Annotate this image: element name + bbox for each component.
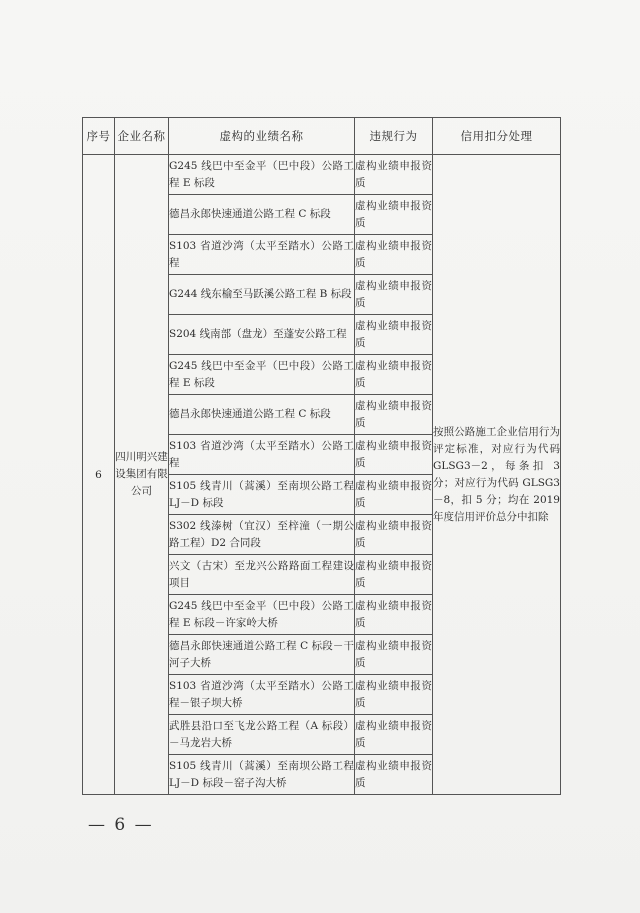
header-credit-penalty: 信用扣分处理 <box>433 118 561 155</box>
fictitious-work-cell: S103 省道沙湾（太平至踏水）公路工程 <box>169 435 355 475</box>
header-enterprise-name: 企业名称 <box>115 118 169 155</box>
fictitious-work-cell: S105 线青川（蒿溪）至南坝公路工程 LJ－D 标段－窑子沟大桥 <box>169 755 355 795</box>
fictitious-work-cell: G245 线巴中至金平（巴中段）公路工程 E 标段－许家岭大桥 <box>169 595 355 635</box>
header-violation: 违规行为 <box>355 118 433 155</box>
fictitious-work-cell: 德昌永郎快速通道公路工程 C 标段 <box>169 195 355 235</box>
violation-cell: 虚构业绩申报资质 <box>355 355 433 395</box>
fictitious-work-cell: S103 省道沙湾（太平至踏水）公路工程 <box>169 235 355 275</box>
header-serial-no: 序号 <box>83 118 115 155</box>
fictitious-work-cell: S105 线青川（蒿溪）至南坝公路工程 LJ－D 标段 <box>169 475 355 515</box>
violation-cell: 虚构业绩申报资质 <box>355 595 433 635</box>
fictitious-work-cell: 兴文（古宋）至龙兴公路路面工程建设项目 <box>169 555 355 595</box>
table-body <box>83 155 561 795</box>
violation-cell: 虚构业绩申报资质 <box>355 755 433 795</box>
violation-cell: 虚构业绩申报资质 <box>355 715 433 755</box>
violation-cell: 虚构业绩申报资质 <box>355 155 433 195</box>
serial-no-cell: 6 <box>83 155 115 795</box>
violation-cell: 虚构业绩申报资质 <box>355 395 433 435</box>
violation-cell: 虚构业绩申报资质 <box>355 515 433 555</box>
fictitious-work-cell: S103 省道沙湾（太平至踏水）公路工程－银子坝大桥 <box>169 675 355 715</box>
fictitious-work-cell: S302 线溙树（宜汉）至梓潼（一期公路工程）D2 合同段 <box>169 515 355 555</box>
table-header-row <box>83 118 561 155</box>
violation-cell: 虚构业绩申报资质 <box>355 675 433 715</box>
fictitious-work-cell: 德昌永郎快速通道公路工程 C 标段－干河子大桥 <box>169 635 355 675</box>
fictitious-work-cell: 德昌永郎快速通道公路工程 C 标段 <box>169 395 355 435</box>
violation-cell: 虚构业绩申报资质 <box>355 555 433 595</box>
fictitious-work-cell: 武胜县沿口至飞龙公路工程（A 标段）－马龙岩大桥 <box>169 715 355 755</box>
fictitious-work-cell: S204 线南部（盘龙）至蓬安公路工程 <box>169 315 355 355</box>
fictitious-work-cell: G244 线东榆至马跃溪公路工程 B 标段 <box>169 275 355 315</box>
enterprise-name-cell: 四川明兴建设集团有限公司 <box>115 155 169 795</box>
violation-cell: 虚构业绩申报资质 <box>355 635 433 675</box>
violation-cell: 虚构业绩申报资质 <box>355 315 433 355</box>
violation-cell: 虚构业绩申报资质 <box>355 435 433 475</box>
violation-cell: 虚构业绩申报资质 <box>355 275 433 315</box>
fictitious-work-cell: G245 线巴中至金平（巴中段）公路工程 E 标段 <box>169 355 355 395</box>
violation-cell: 虚构业绩申报资质 <box>355 235 433 275</box>
credit-penalty-cell: 按照公路施工企业信用行为评定标准，对应行为代码 GLSG3－2，每条扣 3 分；对应行为代码 GLSG3－8，扣 5 分；均在 2019 年度信用评价总分中扣除 <box>433 155 561 795</box>
credit-penalty-table <box>82 117 561 795</box>
fictitious-work-cell: G245 线巴中至金平（巴中段）公路工程 E 标段 <box>169 155 355 195</box>
violation-cell: 虚构业绩申报资质 <box>355 195 433 235</box>
header-fictitious-work: 虚构的业绩名称 <box>169 118 355 155</box>
page-number: — 6 — <box>88 815 154 835</box>
violation-cell: 虚构业绩申报资质 <box>355 475 433 515</box>
table-row <box>83 155 561 195</box>
